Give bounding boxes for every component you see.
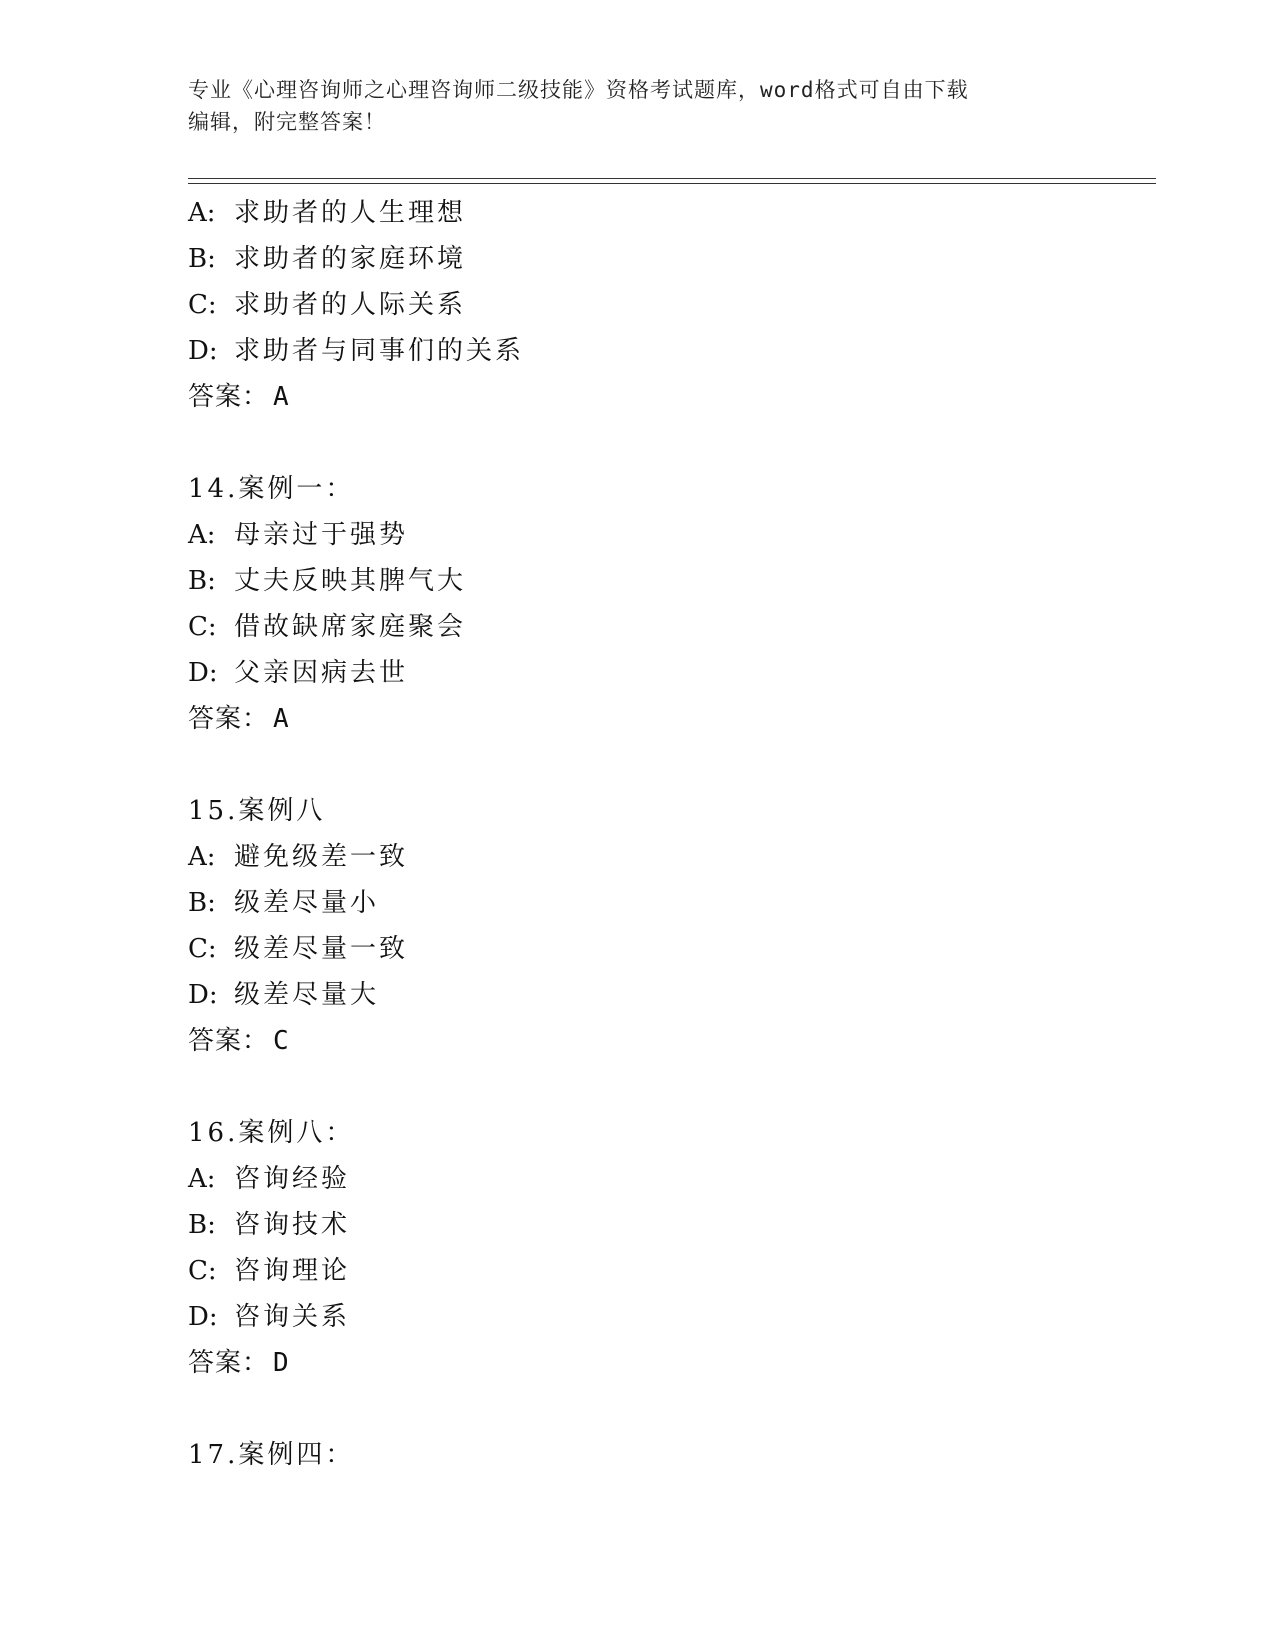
header-line-1: 专业《心理咨询师之心理咨询师二级技能》资格考试题库，word格式可自由下载 bbox=[188, 78, 969, 102]
option-letter: A: bbox=[188, 198, 216, 228]
answer-label: 答案： bbox=[188, 1026, 270, 1056]
question-stem: 14.案例一： bbox=[188, 474, 355, 504]
answer-value: A bbox=[273, 382, 290, 412]
block-spacer bbox=[188, 420, 1148, 466]
option-letter: B: bbox=[188, 244, 216, 274]
option-text: 级差尽量一致 bbox=[234, 934, 409, 964]
answer-label: 答案： bbox=[188, 704, 270, 734]
option-text: 咨询理论 bbox=[234, 1256, 351, 1286]
option-letter: C: bbox=[188, 934, 217, 964]
option-c bbox=[188, 926, 1148, 972]
option-c bbox=[188, 282, 1148, 328]
answer-value: C bbox=[273, 1026, 290, 1056]
answer-line bbox=[188, 696, 1148, 742]
option-letter: B: bbox=[188, 566, 216, 596]
answer-line bbox=[188, 1018, 1148, 1064]
option-letter: B: bbox=[188, 1210, 216, 1240]
document-header bbox=[188, 74, 1088, 138]
option-letter: C: bbox=[188, 1256, 217, 1286]
answer-value: A bbox=[273, 704, 290, 734]
option-letter: D: bbox=[188, 336, 218, 366]
question-block-16 bbox=[188, 1110, 1148, 1386]
answer-label: 答案： bbox=[188, 1348, 270, 1378]
option-b bbox=[188, 880, 1148, 926]
answer-value: D bbox=[273, 1348, 290, 1378]
option-text: 母亲过于强势 bbox=[234, 520, 409, 550]
question-stem: 15.案例八 bbox=[188, 796, 326, 826]
option-text: 求助者的人际关系 bbox=[234, 290, 467, 320]
option-letter: C: bbox=[188, 290, 217, 320]
option-c bbox=[188, 604, 1148, 650]
option-d bbox=[188, 1294, 1148, 1340]
option-b bbox=[188, 558, 1148, 604]
option-a bbox=[188, 834, 1148, 880]
block-spacer bbox=[188, 1386, 1148, 1432]
option-b bbox=[188, 236, 1148, 282]
option-d bbox=[188, 650, 1148, 696]
option-a bbox=[188, 1156, 1148, 1202]
option-c bbox=[188, 1248, 1148, 1294]
question-block-14 bbox=[188, 466, 1148, 742]
option-text: 咨询技术 bbox=[234, 1210, 351, 1240]
option-letter: C: bbox=[188, 612, 217, 642]
answer-line bbox=[188, 374, 1148, 420]
option-text: 丈夫反映其脾气大 bbox=[234, 566, 467, 596]
block-spacer bbox=[188, 1064, 1148, 1110]
option-text: 级差尽量大 bbox=[234, 980, 380, 1010]
option-letter: D: bbox=[188, 980, 218, 1010]
option-a bbox=[188, 512, 1148, 558]
option-letter: D: bbox=[188, 658, 218, 688]
option-text: 求助者与同事们的关系 bbox=[234, 336, 525, 366]
option-text: 求助者的家庭环境 bbox=[234, 244, 467, 274]
block-spacer bbox=[188, 742, 1148, 788]
question-block-13 bbox=[188, 190, 1148, 420]
option-text: 父亲因病去世 bbox=[234, 658, 409, 688]
option-text: 咨询经验 bbox=[234, 1164, 351, 1194]
question-block-17 bbox=[188, 1432, 1148, 1478]
option-text: 求助者的人生理想 bbox=[234, 198, 467, 228]
question-list bbox=[188, 190, 1148, 1478]
question-block-15 bbox=[188, 788, 1148, 1064]
option-b bbox=[188, 1202, 1148, 1248]
question-stem: 17.案例四： bbox=[188, 1440, 355, 1470]
option-letter: D: bbox=[188, 1302, 218, 1332]
header-divider-top bbox=[188, 178, 1156, 179]
header-divider-bottom bbox=[188, 183, 1156, 184]
option-letter: B: bbox=[188, 888, 216, 918]
option-d bbox=[188, 972, 1148, 1018]
option-d bbox=[188, 328, 1148, 374]
option-text: 咨询关系 bbox=[234, 1302, 351, 1332]
answer-label: 答案： bbox=[188, 382, 270, 412]
question-stem: 16.案例八： bbox=[188, 1118, 355, 1148]
option-text: 避免级差一致 bbox=[234, 842, 409, 872]
option-letter: A: bbox=[188, 520, 216, 550]
option-text: 借故缺席家庭聚会 bbox=[234, 612, 467, 642]
option-text: 级差尽量小 bbox=[234, 888, 380, 918]
answer-line bbox=[188, 1340, 1148, 1386]
header-line-2: 编辑，附完整答案！ bbox=[188, 110, 386, 134]
option-letter: A: bbox=[188, 1164, 216, 1194]
option-letter: A: bbox=[188, 842, 216, 872]
option-a bbox=[188, 190, 1148, 236]
